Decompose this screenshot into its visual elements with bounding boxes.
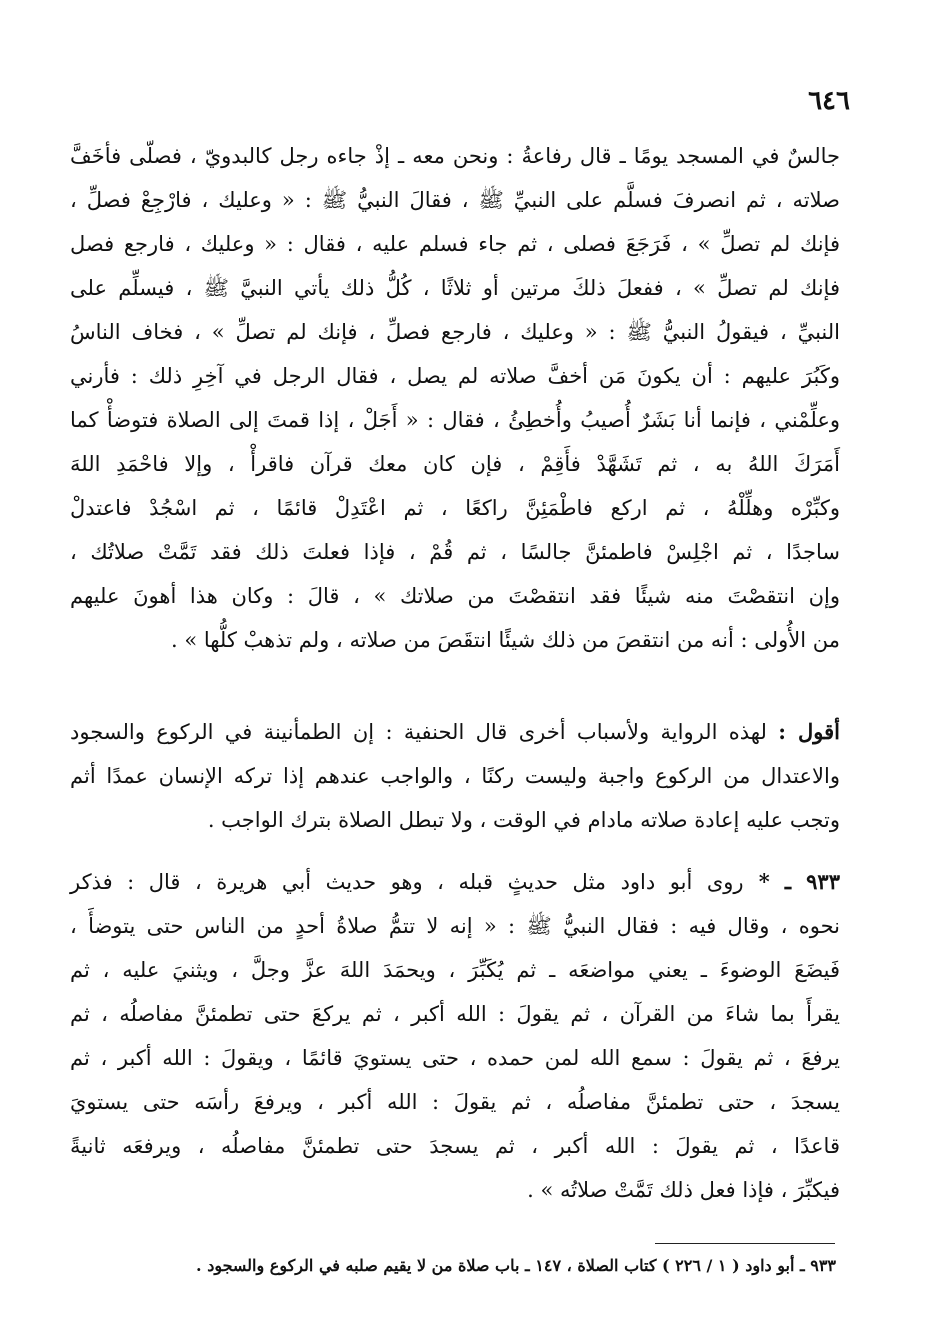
text-line: ساجدًا ، ثم اجْلِسْ فاطمئنَّ جالسًا ، ثم قُمْ ، فإذا فعلتَ ذلك فقد تَمَّتْ صلاتُك ، xyxy=(70,540,840,564)
paragraph-commentary xyxy=(70,710,840,842)
text-line: وعلِّمْني ، فإنما أنا بَشَرٌ أُصيبُ وأُخطِئُ ، فقال : « أَجَلْ ، إذا قمتَ إلى الصلاة فتوضأْ كما xyxy=(70,408,840,432)
text-line: فإنك لم تصلِّ » ، ففعلَ ذلكَ مرتين أو ثلاثًا ، كُلُّ ذلك يأتي النبيَّ ﷺ ، فيسلِّم على xyxy=(70,276,840,300)
text-line: نحوه ، وقال فيه : فقال النبيُّ ﷺ : « إنه لا تتمُّ صلاةُ أحدٍ من الناس حتى يتوضأَ ، xyxy=(70,914,840,938)
text-line: فَيضَعَ الوضوءَ ـ يعني مواضعَه ـ ثم يُكَبِّرَ ، ويحمَدَ اللهَ عزَّ وجلَّ ، ويثنيَ عليه ، ثم xyxy=(70,958,840,982)
text-line: وكبِّرْه وهلِّلْهُ ، ثم اركع فاطْمَئِنَّ راكعًا ، ثم اعْتَدِلْ قائمًا ، ثم اسْجُدْ فاعتدلْ xyxy=(70,496,840,520)
text-line: جالسٌ في المسجد يومًا ـ قال رفاعةُ : ونحن معه ـ إذْ جاءه رجل كالبدويّ ، فصلّى فأخَفَّ xyxy=(70,144,840,168)
commentary-text: لهذه الرواية ولأسباب أخرى قال الحنفية : إن الطمأنينة في الركوع والسجود xyxy=(70,720,779,744)
text-line: أَمَرَكَ اللهُ به ، ثم تَشَهَّدْ فأَقِمْ ، فإن كان معك قرآن فاقرأْ ، وإلا فاحْمَدِ اللهَ xyxy=(70,452,840,476)
text-line: وتجب عليه إعادة صلاته مادام في الوقت ، ولا تبطل الصلاة بترك الواجب . xyxy=(207,808,840,832)
page-number: ٦٤٦ xyxy=(808,86,850,116)
footnote: ٩٣٣ ـ أبو داود ( ١ / ٢٢٦ ) كتاب الصلاة ، ١٤٧ ـ باب صلاة من لا يقيم صلبه في الركوع والسجود . xyxy=(196,1256,836,1275)
hadith-number: ٩٣٣ ـ * xyxy=(743,869,840,894)
text-line: فيكبِّرَ ، فإذا فعل ذلك تَمَّتْ صلاتُه » . xyxy=(527,1178,840,1202)
text-line xyxy=(70,710,840,754)
text-line: يسجدَ ، حتى تطمئنَّ مفاصلُه ، ثم يقولَ : الله أكبر ، ويرفعَ رأسَه حتى يستويَ xyxy=(70,1090,840,1114)
text-line: فإنك لم تصلِّ » ، فَرَجَعَ فصلى ، ثم جاء فسلم عليه ، فقال : « وعليك ، فارجع فصل xyxy=(70,232,840,256)
text-line: قاعدًا ، ثم يقولَ : الله أكبر ، ثم يسجدَ حتى تطمئنَّ مفاصلُه ، ويرفعَه ثانيةً xyxy=(70,1134,840,1158)
text-line: وإن انتقصْتَ منه شيئًا فقد انتقصْتَ من صلاتك » ، قالَ : وكان هذا أهونَ عليهم xyxy=(70,584,840,608)
text-line: والاعتدال من الركوع واجبة وليست ركنًا ، والواجب عندهم إذا تركه الإنسان عمدًا أثم xyxy=(70,764,841,788)
text-line: وكَبُرَ عليهم : أن يكونَ مَن أخفَّ صلاته لم يصل ، فقال الرجل في آخِرِ ذلك : فأرني xyxy=(70,364,840,388)
text-line: يرفعَ ، ثم يقولَ : سمع الله لمن حمده ، حتى يستويَ قائمًا ، ويقولَ : الله أكبر ، ثم xyxy=(70,1046,840,1070)
commentary-lead: أقول : xyxy=(778,719,840,744)
text-line: من الأُولى : أنه من انتقصَ من ذلك شيئًا انتقَصَ من صلاته ، ولم تذهبْ كلُّها » . xyxy=(170,628,840,652)
paragraph-hadith-text xyxy=(70,134,840,662)
text-line xyxy=(70,860,840,904)
text-line: النبيِّ ، فيقولُ النبيُّ ﷺ : « وعليك ، فارجع فصلِّ ، فإنك لم تصلِّ » ، فخاف الناسُ xyxy=(70,320,840,344)
paragraph-hadith-933 xyxy=(70,860,840,1212)
text-line: صلاته ، ثم انصرفَ فسلَّم على النبيِّ ﷺ ، فقالَ النبيُّ ﷺ : « وعليك ، فارْجِعْ فصلِّ ، xyxy=(70,188,840,212)
hadith-text: روى أبو داود مثل حديثٍ قبله ، وهو حديث أبي هريرة ، قال : فذكر xyxy=(70,870,744,894)
footnote-divider xyxy=(655,1243,835,1244)
text-line: يقرأَ بما شاءَ من القرآن ، ثم يقولَ : الله أكبر ، ثم يركعَ حتى تطمئنَّ مفاصلُه ، ثم xyxy=(70,1002,840,1026)
